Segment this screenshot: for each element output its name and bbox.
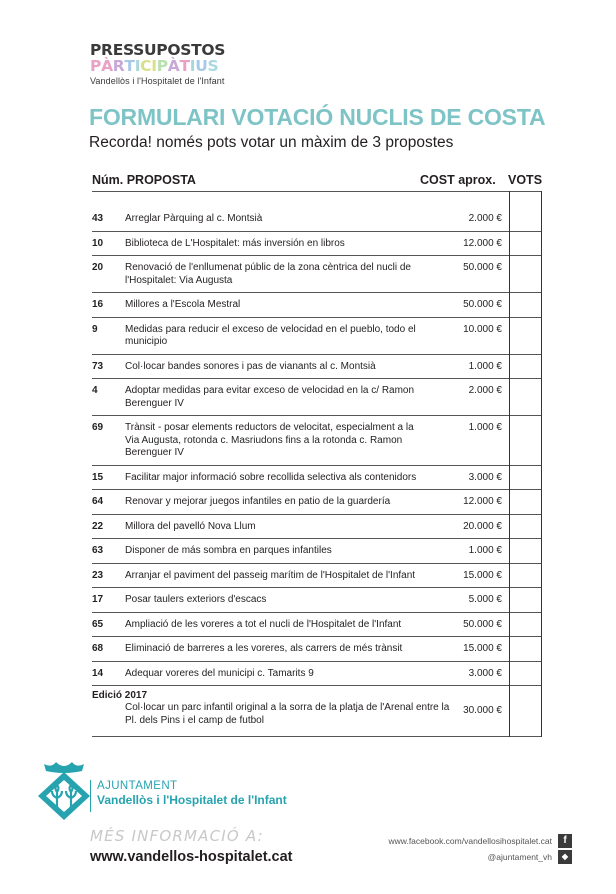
proposal-cost: 30.000 € (463, 705, 502, 716)
proposal-cost: 5.000 € (468, 594, 502, 605)
proposal-number: 43 (92, 213, 104, 224)
proposal-cost: 1.000 € (468, 545, 502, 556)
vote-box[interactable] (509, 416, 542, 465)
proposal-cost: 12.000 € (463, 496, 502, 507)
logo-letter: C (140, 57, 152, 75)
proposal-description: Trànsit - posar elements reductors de velocitat, especialment a la Via Augusta, rotonda c. Masriudons fins a la rotonda c. Ramon Berenguer IV (125, 422, 414, 458)
more-info-label: MÉS INFORMACIÓ A: (90, 827, 264, 845)
logo-letter: P (90, 57, 102, 75)
vote-box[interactable] (509, 256, 542, 292)
proposal-row (92, 515, 542, 540)
vote-box[interactable] (509, 637, 542, 661)
proposal-row (92, 564, 542, 589)
proposal-description: Adequar voreres del municipi c. Tamarits 9 (125, 667, 314, 679)
proposal-row (92, 539, 542, 564)
proposal-number: 22 (92, 520, 104, 532)
proposal-cost: 12.000 € (463, 237, 502, 249)
header-cost: COST aprox. (420, 173, 496, 187)
twitter-handle[interactable]: @ajuntament_vh (487, 852, 552, 862)
header-num-proposal: Núm. PROPOSTA (92, 173, 196, 187)
proposal-description: Eliminació de barreres a les voreres, als carrers de més trànsit (125, 643, 403, 654)
proposal-description: Disponer de más sombra en parques infantiles (125, 545, 332, 556)
proposal-cost: 15.000 € (463, 643, 502, 654)
proposal-description: Millora del pavelló Nova Llum (125, 520, 256, 532)
proposal-row (92, 232, 542, 257)
logo-letter: R (112, 57, 125, 75)
proposal-row (92, 490, 542, 515)
logo-line-pressupostos: PRESSUPOSTOS (90, 41, 226, 59)
vote-box[interactable] (509, 588, 542, 612)
proposal-cost: 1.000 € (468, 360, 502, 372)
vote-box[interactable] (509, 564, 542, 588)
logo-letter: T (179, 57, 190, 75)
votes-column-border (541, 191, 542, 737)
proposal-row (92, 466, 542, 491)
proposal-row (92, 588, 542, 613)
facebook-link[interactable] (389, 834, 572, 848)
logo-letter: I (134, 57, 141, 75)
logo-letter: À (101, 57, 113, 75)
proposal-description: Posar taulers exteriors d'escacs (125, 594, 267, 605)
proposal-row (92, 192, 542, 232)
page-title: FORMULARI VOTACIÓ NUCLIS DE COSTA (89, 104, 546, 130)
proposal-cost: 3.000 € (468, 667, 502, 679)
facebook-url[interactable]: www.facebook.com/vandellosihospitalet.cat (388, 836, 552, 846)
vote-box[interactable] (509, 318, 542, 354)
proposal-description: Medidas para reducir el exceso de velocidad en el pueblo, todo el municipio (125, 323, 416, 347)
proposal-number: 69 (92, 422, 104, 433)
vote-box[interactable] (509, 490, 542, 514)
proposal-description: Renovar y mejorar juegos infantiles en patio de la guardería (125, 496, 391, 507)
edition-label: Edició 2017 (92, 690, 148, 701)
proposal-number: 64 (92, 496, 104, 507)
proposal-description: Col·locar bandes sonores i pas de vianants al c. Montsià (125, 360, 376, 372)
proposal-number: 17 (92, 594, 104, 605)
vote-box[interactable] (509, 515, 542, 539)
logo-subtitle: Vandellòs i l'Hospitalet de l'Infant (90, 76, 225, 86)
proposal-row (92, 662, 542, 687)
proposal-description: Col·locar un parc infantil original a la sorra de la platja de l'Arenal entre la Pl. dels Pins i el camp de futbol (125, 702, 450, 726)
proposal-description: Biblioteca de L'Hospitalet: más inversión en libros (125, 237, 345, 249)
municipal-emblem-icon (34, 758, 94, 820)
vote-box[interactable] (509, 613, 542, 637)
proposal-row (92, 637, 542, 662)
proposal-number: 23 (92, 569, 104, 581)
website-link[interactable]: www.vandellos-hospitalet.cat (90, 849, 293, 865)
proposal-cost: 50.000 € (463, 262, 502, 273)
proposal-row (92, 355, 542, 380)
proposal-number: 4 (92, 385, 98, 396)
proposal-description: Millores a l'Escola Mestral (125, 299, 241, 310)
logo-letter: I (189, 57, 196, 75)
logo-letter: I (151, 57, 157, 75)
vote-box[interactable] (509, 539, 542, 563)
proposal-number: 9 (92, 323, 98, 335)
vote-box[interactable] (509, 686, 542, 736)
proposal-row (92, 379, 542, 416)
proposal-description: Arreglar Pàrquing al c. Montsià (125, 213, 263, 224)
proposal-cost: 3.000 € (468, 471, 502, 483)
proposal-number: 20 (92, 262, 104, 273)
proposal-cost: 15.000 € (463, 569, 502, 581)
logo-letter: U (195, 57, 208, 75)
header-votes: VOTS (508, 173, 543, 187)
proposal-number: 65 (92, 618, 104, 630)
proposal-row (92, 416, 542, 466)
vote-box[interactable] (509, 466, 542, 490)
participatory-budget-logo (90, 42, 225, 86)
logo-line-participatius (90, 58, 225, 75)
vote-box[interactable] (509, 355, 542, 379)
proposal-row (92, 318, 542, 355)
ajuntament-wordmark (90, 780, 287, 812)
proposal-cost: 2.000 € (468, 213, 502, 224)
facebook-icon: f (558, 834, 572, 848)
proposal-number: 63 (92, 545, 104, 556)
municipality-name: Vandellòs i l'Hospitalet de l'Infant (97, 793, 287, 807)
proposal-cost: 10.000 € (463, 323, 502, 335)
vote-box[interactable] (509, 662, 542, 686)
proposal-row (92, 293, 542, 318)
proposal-cost: 50.000 € (463, 618, 502, 630)
proposal-number: 14 (92, 667, 104, 679)
logo-letter: À (167, 57, 180, 75)
votes-column-border (509, 191, 510, 737)
proposal-number: 68 (92, 643, 104, 654)
vote-box[interactable] (509, 232, 542, 256)
proposal-description: Facilitar major informació sobre recollida selectiva als contenidors (125, 471, 417, 483)
logo-letter: T (124, 57, 135, 75)
proposal-number: 10 (92, 237, 104, 249)
proposal-description: Renovació de l'enllumenat públic de la zona cèntrica del nucli de l'Hospitalet: Via Augusta (125, 262, 411, 286)
proposal-description: Adoptar medidas para evitar exceso de velocidad en la c/ Ramon Berenguer IV (125, 385, 415, 409)
proposal-cost: 1.000 € (468, 422, 502, 433)
proposal-cost: 2.000 € (468, 385, 502, 396)
proposal-row (92, 613, 542, 638)
proposal-table (92, 191, 542, 737)
page-subtitle: Recorda! només pots votar un màxim de 3 propostes (89, 134, 454, 151)
vote-box[interactable] (509, 192, 542, 231)
twitter-icon: ◆ (558, 850, 572, 864)
proposal-cost: 50.000 € (463, 299, 502, 310)
proposal-description: Arranjar el paviment del passeig marítim de l'Hospitalet de l'Infant (125, 569, 416, 581)
proposal-description: Ampliació de les voreres a tot el nucli de l'Hospitalet de l'Infant (125, 618, 402, 630)
ajuntament-label: AJUNTAMENT (97, 780, 178, 792)
proposal-row (92, 256, 542, 293)
proposal-number: 16 (92, 299, 104, 310)
logo-letter: S (207, 57, 219, 75)
edition-2017-row (92, 686, 542, 737)
vote-box[interactable] (509, 293, 542, 317)
logo-letter: P (156, 57, 168, 75)
twitter-link[interactable] (488, 850, 572, 864)
proposal-cost: 20.000 € (463, 520, 502, 532)
proposal-number: 73 (92, 360, 104, 372)
vote-box[interactable] (509, 379, 542, 415)
proposal-number: 15 (92, 471, 104, 483)
